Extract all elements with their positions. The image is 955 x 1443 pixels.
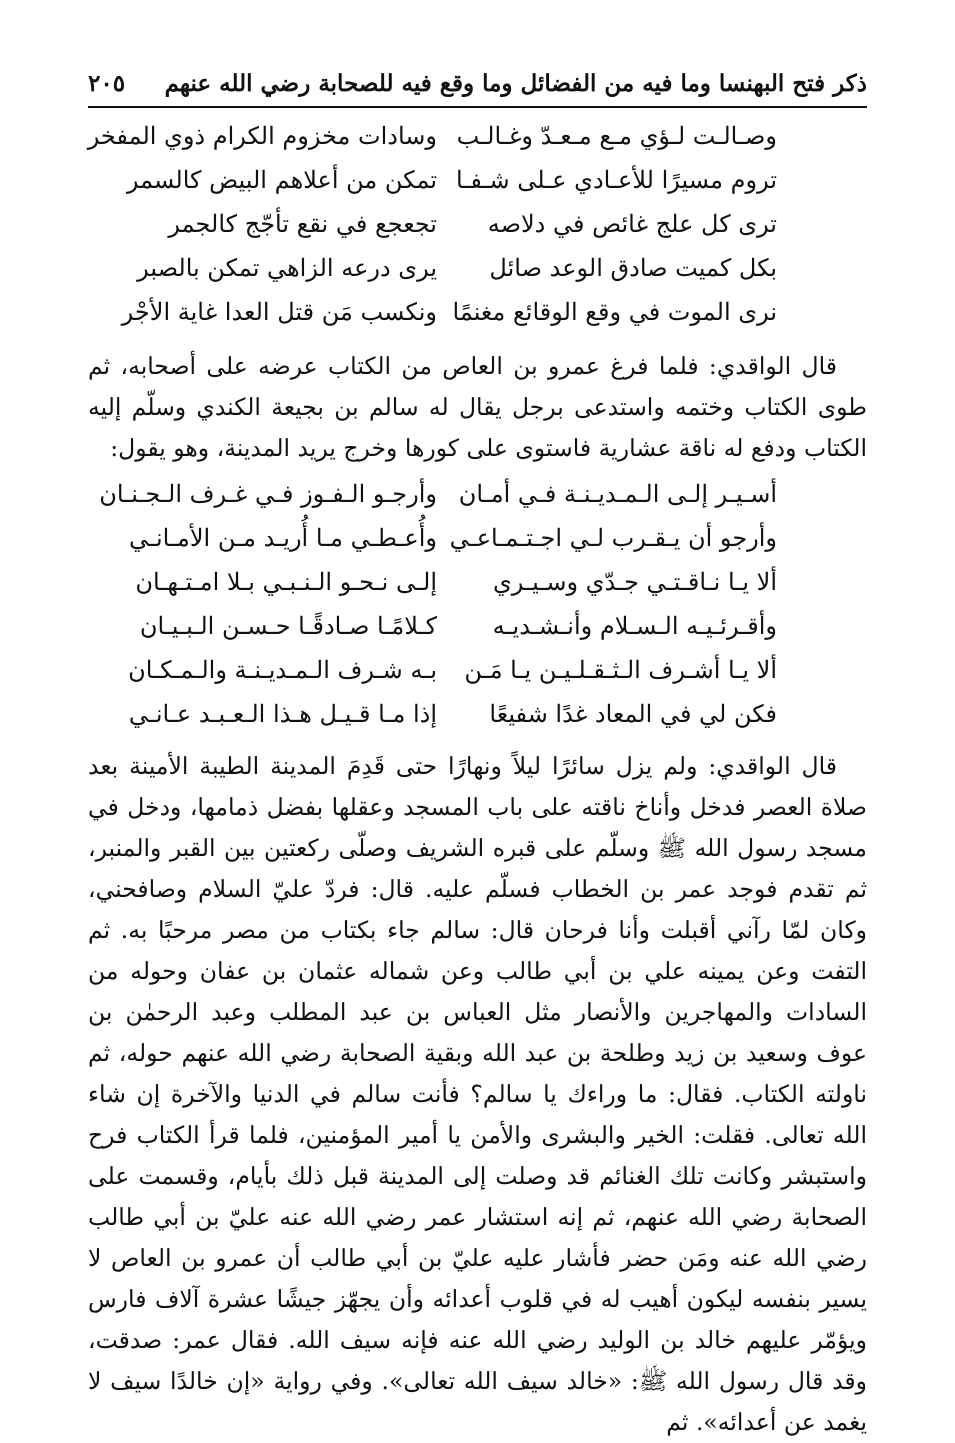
verse-line: [88, 652, 867, 696]
verse-line: [88, 608, 867, 652]
paragraph-text: قال الواقدي: ولم يزل سائرًا ليلاً ونهارًا حتى قَدِمَ المدينة الطيبة الأمينة بعد صلاة العصر فدخل وأناخ ناقته على باب المسجد وعقلها بفضل ذمامها، ودخل في مسجد رسول الله ﷺ وسلّم على قبره الشريف وصلّى ركعتين بين القبر والمنبر، ثم تقدم فوجد عمر بن الخطاب فسلّم عليه. قال: فردّ عليّ السلام وصافحني، وكان لمّا رآني أقبلت وأنا فرحان قال: سالم جاء بكتاب من مصر مرحبًا به. ثم التفت وعن يمينه علي بن أبي طالب وعن شماله عثمان بن عفان وحوله من السادات والمهاجرين والأنصار مثل العباس بن عبد المطلب وعبد الرحمٰن بن عوف وسعيد بن زيد وطلحة بن عبد الله وبقية الصحابة رضي الله عنهم حوله، ثم ناولته الكتاب. فقال: ما وراءك يا سالم؟ فأنت سالم في الدنيا والآخرة إن شاء الله تعالى. فقلت: الخير والبشرى والأمن يا أمير المؤمنين، فلما قرأ الكتاب فرح واستبشر وكانت تلك الغنائم قد وصلت إلى المدينة قبل ذلك بأيام، وقسمت على الصحابة رضي الله عنهم، ثم إنه استشار عمر رضي الله عنه عليّ بن أبي طالب رضي الله عنه ومَن حضر فأشار عليه عليّ بن أبي طالب أن عمرو بن العاص لا يسير بنفسه ليكون أهيب له في قلوب أعدائه وأن يجهّز جيشًا عشرة آلاف فارس ويؤمّر عليهم خالد بن الوليد رضي الله عنه فإنه سيف الله. فقال عمر: صدقت، وقد قال رسول الله ﷺ: «خالد سيف الله تعالى». وفي رواية «إن خالدًا سيف لا يغمد عن أعدائه». ثم: [88, 752, 867, 1436]
verse-line: [88, 118, 867, 162]
verse-second-hemistich: تجعجع في نقع تأجّج كالجمر: [168, 210, 437, 238]
verse-first-hemistich: وأرجو أن يـقـرب لـي اجـتـمـاعـي: [449, 524, 777, 552]
verse-first-hemistich: نرى الموت في وقع الوقائع مغنمًا: [452, 298, 777, 326]
verse-line: [88, 206, 867, 250]
verse-second-hemistich: وسادات مخزوم الكرام ذوي المفخر: [87, 122, 437, 150]
prose-paragraph-1: [88, 346, 867, 469]
verse-line: [88, 696, 867, 740]
verse-first-hemistich: وصـالـت لـؤي مـع مـعـدّ وغـالـب: [456, 122, 777, 150]
verse-second-hemistich: إذا مـا قـيـل هـذا الـعـبـد عـانـي: [128, 700, 437, 728]
page-header: [88, 68, 867, 108]
verse-first-hemistich: فكن لي في المعاد غدًا شفيعًا: [489, 700, 777, 728]
verse-first-hemistich: أسـيـر إلـى الـمـديـنـة فـي أمـان: [458, 480, 777, 508]
verse-second-hemistich: كـلامًـا صـادقًـا حـسـن الـبـيـان: [139, 612, 437, 640]
verse-line: [88, 476, 867, 520]
verse-line: [88, 162, 867, 206]
verse-first-hemistich: ألا يـا نـاقـتـي جـدّي وسـيـري: [493, 568, 777, 596]
running-title: ذكر فتح البهنسا وما فيه من الفضائل وما وقع فيه للصحابة رضي الله عنهم: [164, 70, 867, 97]
poem-block-2: [88, 476, 867, 740]
prose-paragraph-2: [88, 746, 867, 1443]
verse-second-hemistich: وأُعـطـي مـا أُريـد مـن الأمـانـي: [128, 524, 437, 552]
verse-first-hemistich: تروم مسيرًا للأعـادي عـلى شـفـا: [456, 166, 777, 194]
verse-first-hemistich: ترى كل علج غائص في دلاصه: [487, 210, 777, 238]
paragraph-text: قال الواقدي: فلما فرغ عمرو بن العاص من الكتاب عرضه على أصحابه، ثم طوى الكتاب وختمه واستدعى برجل يقال له سالم بن بجيعة الكندي وسلّم إليه الكتاب ودفع له ناقة عشارية فاستوى على كورها وخرج يريد المدينة، وهو يقول:: [88, 352, 867, 462]
verse-first-hemistich: وأقـرئـيـه الـسـلام وأنـشـديـه: [492, 612, 777, 640]
verse-second-hemistich: ونكسب مَن قتل العدا غاية الأجْر: [121, 298, 437, 326]
verse-second-hemistich: بـه شـرف الـمـديـنـة والـمـكـان: [128, 656, 437, 684]
verse-line: [88, 250, 867, 294]
verse-second-hemistich: تمكن من أعلاهم البيض كالسمر: [126, 166, 437, 194]
poem-block-1: [88, 118, 867, 338]
verse-second-hemistich: إلـى نـحـو الـنـبـي بـلا امـتـهـان: [135, 568, 437, 596]
verse-first-hemistich: بكل كميت صادق الوعد صائل: [489, 254, 777, 282]
verse-line: [88, 564, 867, 608]
verse-second-hemistich: يرى درعه الزاهي تمكن بالصبر: [137, 254, 437, 282]
verse-first-hemistich: ألا يـا أشـرف الـثـقـلـيـن يـا مَـن: [464, 656, 777, 684]
page-number: ٢٠٥: [88, 70, 126, 97]
verse-line: [88, 520, 867, 564]
verse-second-hemistich: وأرجـو الـفـوز فـي غـرف الـجـنـان: [99, 480, 437, 508]
verse-line: [88, 294, 867, 338]
